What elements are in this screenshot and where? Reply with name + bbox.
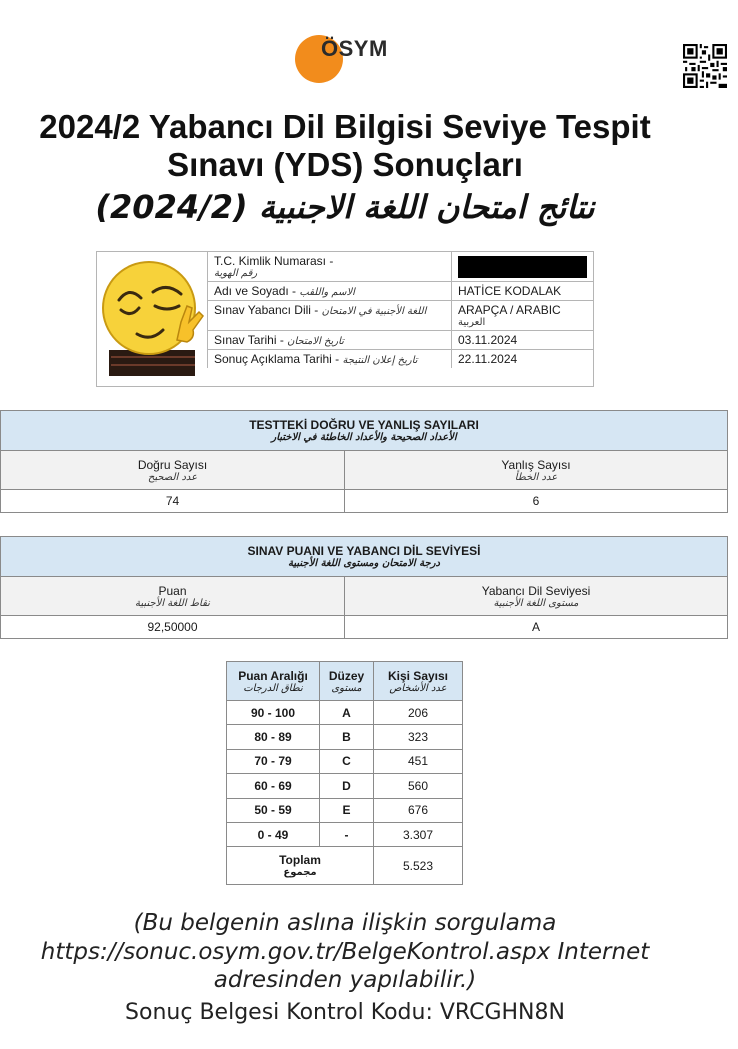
table-row xyxy=(227,798,463,822)
osym-logo xyxy=(293,30,403,84)
redacted-id xyxy=(458,256,587,278)
score-label-ar: نقاط اللغة الأجنبية xyxy=(135,597,210,609)
count-column-header xyxy=(374,662,463,701)
language-value-ar: العربية xyxy=(458,317,486,328)
correct-label-ar: عدد الصحيح xyxy=(147,471,198,483)
table-row xyxy=(1,490,728,513)
wrong-count: 6 xyxy=(345,490,728,513)
wrong-label-ar: عدد الخطأ xyxy=(514,471,558,483)
count-col-label-ar: عدد الأشخاص xyxy=(389,682,447,694)
answers-title: TESTTEKİ DOĞRU VE YANLIŞ SAYILARI xyxy=(249,418,479,432)
count-cell: 560 xyxy=(374,774,463,798)
correct-label: Doğru Sayısı xyxy=(137,457,208,472)
total-value: 5.523 xyxy=(374,847,463,885)
score-table-header xyxy=(1,537,728,577)
score-label: Puan xyxy=(158,583,187,598)
table-row xyxy=(227,701,463,725)
language-label: Sınav Yabancı Dili - xyxy=(214,303,319,317)
id-label-ar: رقم الهوية xyxy=(214,268,258,279)
info-row-exam-date xyxy=(208,331,594,350)
count-cell: 451 xyxy=(374,749,463,773)
exam-date-label: Sınav Tarihi - xyxy=(214,333,284,347)
count-col-label: Kişi Sayısı xyxy=(387,668,449,683)
result-date-value: 22.11.2024 xyxy=(452,350,594,369)
control-code: Sonuç Belgesi Kontrol Kodu: VRCGHN8N xyxy=(125,1000,565,1025)
range-col-label: Puan Aralığı xyxy=(238,668,308,683)
count-cell: 323 xyxy=(374,725,463,749)
page-title-arabic: نتائج امتحان اللغة الاجنبية (2024/2) xyxy=(95,188,595,226)
table-row xyxy=(227,749,463,773)
verification-note-line1: (Bu belgenin aslına ilişkin sorgulama xyxy=(133,910,557,936)
name-label: Adı ve Soyadı - xyxy=(214,284,297,298)
level-label-ar: مستوى اللغة الأجنبية xyxy=(493,597,579,609)
answers-title-ar: الأعداد الصحيحة والأعداد الخاطئة في الاختبار xyxy=(271,432,457,443)
level-column-header xyxy=(345,577,728,616)
language-label-ar: اللغة الأجنبية في الامتحان xyxy=(321,306,427,317)
table-row xyxy=(227,774,463,798)
score-distribution-table xyxy=(226,661,463,885)
emoji-sticker-icon xyxy=(97,252,207,386)
level-cell: C xyxy=(320,749,374,773)
wrong-label: Yanlış Sayısı xyxy=(501,457,571,472)
score-value: 92,50000 xyxy=(1,616,345,639)
total-row xyxy=(227,847,463,885)
table-row xyxy=(1,616,728,639)
page-title-line2: Sınavı (YDS) Sonuçları xyxy=(167,146,523,183)
verification-url: https://sonuc.osym.gov.tr/BelgeKontrol.aspx Internet xyxy=(40,939,650,965)
level-cell: - xyxy=(320,822,374,846)
exam-date-value: 03.11.2024 xyxy=(452,331,594,350)
info-row-language xyxy=(208,301,594,331)
total-label-cell xyxy=(227,847,374,885)
score-title-ar: درجة الامتحان ومستوى اللغة الأجنبية xyxy=(288,558,440,569)
result-date-label: Sonuç Açıklama Tarihi - xyxy=(214,352,340,366)
range-cell: 90 - 100 xyxy=(227,701,320,725)
info-row-id xyxy=(208,252,594,282)
wrong-column-header xyxy=(345,451,728,490)
table-row xyxy=(227,725,463,749)
range-cell: 70 - 79 xyxy=(227,749,320,773)
verification-note-line3: adresinden yapılabilir.) xyxy=(213,967,477,993)
range-cell: 80 - 89 xyxy=(227,725,320,749)
score-column-header xyxy=(1,577,345,616)
logo-text: ÖSYM xyxy=(321,36,388,61)
range-cell: 0 - 49 xyxy=(227,822,320,846)
total-label-ar: مجموع xyxy=(283,867,317,879)
candidate-info-box xyxy=(96,251,594,387)
page-title-line1: 2024/2 Yabancı Dil Bilgisi Seviye Tespit xyxy=(39,108,651,145)
level-col-label-ar: مستوى xyxy=(331,682,362,694)
level-label: Yabancı Dil Seviyesi xyxy=(481,583,591,598)
range-col-label-ar: نطاق الدرجات xyxy=(243,682,303,694)
level-cell: D xyxy=(320,774,374,798)
count-cell: 206 xyxy=(374,701,463,725)
candidate-info-table xyxy=(207,252,593,368)
answers-table-header xyxy=(1,411,728,451)
id-label: T.C. Kimlik Numarası - xyxy=(214,254,334,268)
count-cell: 3.307 xyxy=(374,822,463,846)
info-row-name xyxy=(208,282,594,301)
correct-column-header xyxy=(1,451,345,490)
score-table xyxy=(0,536,728,639)
score-title: SINAV PUANI VE YABANCI DİL SEVİYESİ xyxy=(247,544,481,558)
result-date-label-ar: تاريخ إعلان النتيجة xyxy=(342,355,418,366)
distribution-header-row xyxy=(227,662,463,701)
total-label: Toplam xyxy=(279,853,321,868)
count-cell: 676 xyxy=(374,798,463,822)
range-column-header xyxy=(227,662,320,701)
qr-code-icon xyxy=(683,44,727,88)
level-col-header xyxy=(320,662,374,701)
language-value: ARAPÇA / ARABIC xyxy=(458,303,561,317)
level-cell: A xyxy=(320,701,374,725)
range-cell: 60 - 69 xyxy=(227,774,320,798)
name-label-ar: الاسم واللقب xyxy=(299,287,355,298)
level-col-label: Düzey xyxy=(328,668,365,683)
level-cell: B xyxy=(320,725,374,749)
table-row xyxy=(227,822,463,846)
correct-count: 74 xyxy=(1,490,345,513)
exam-date-label-ar: تاريخ الامتحان xyxy=(287,336,344,347)
level-value: A xyxy=(345,616,728,639)
name-value: HATİCE KODALAK xyxy=(452,282,594,301)
answers-table xyxy=(0,410,728,513)
info-row-result-date xyxy=(208,350,594,369)
range-cell: 50 - 59 xyxy=(227,798,320,822)
level-cell: E xyxy=(320,798,374,822)
